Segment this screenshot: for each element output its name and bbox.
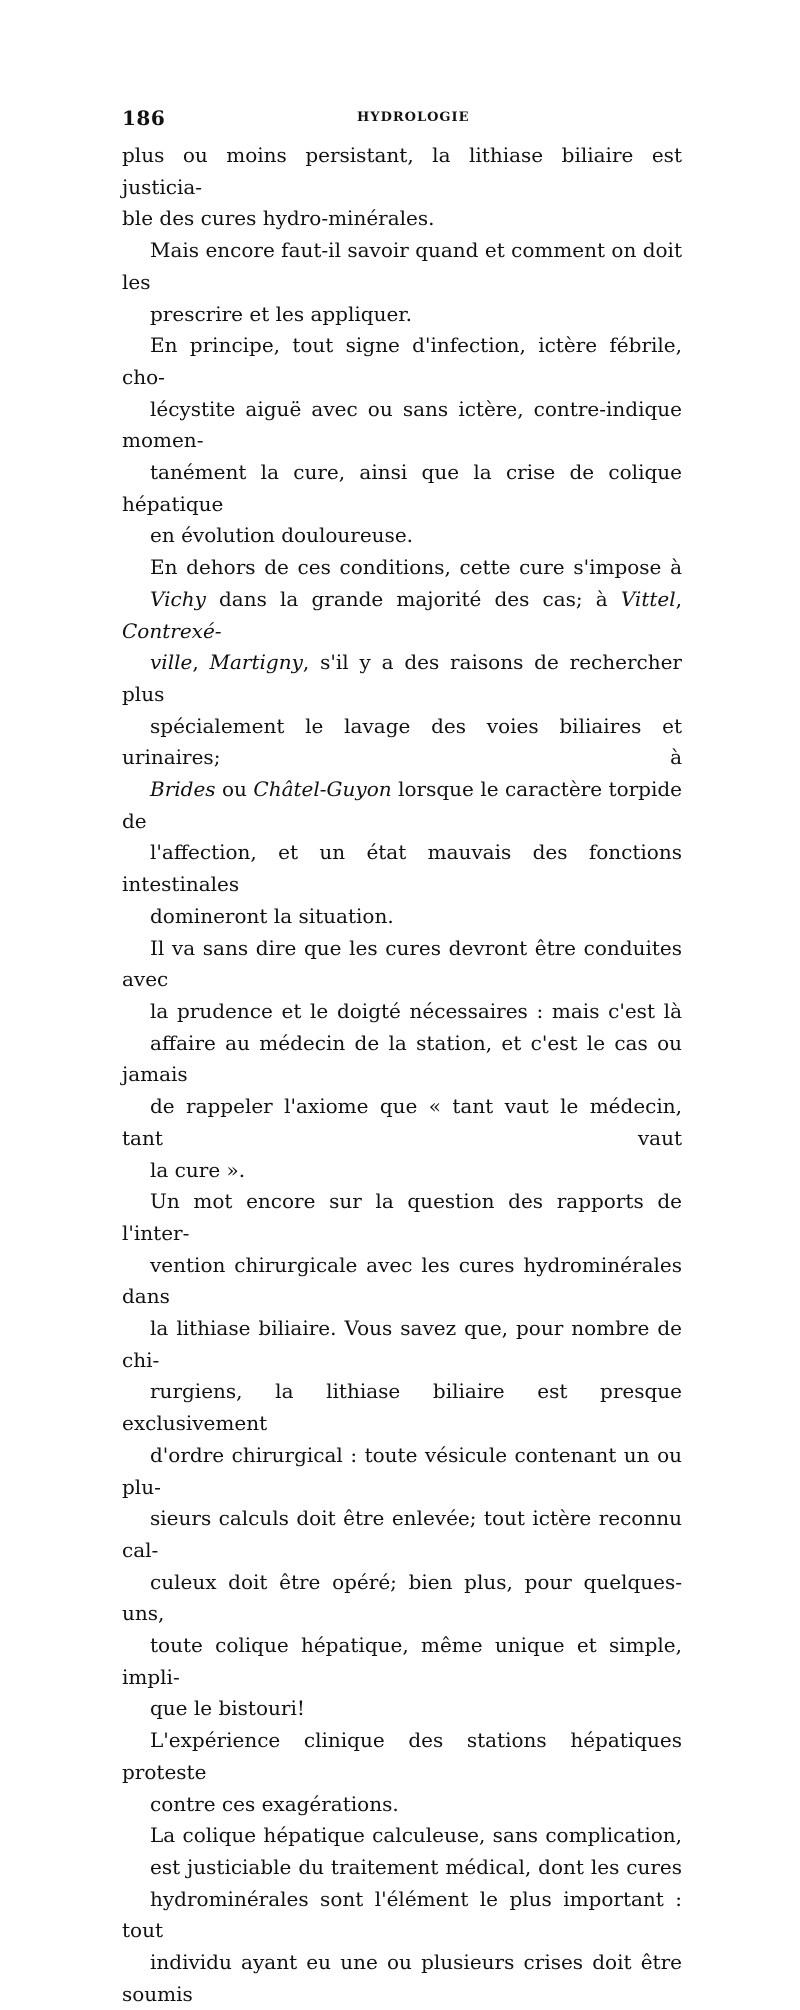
- text-line: Brides ou Châtel-Guyon lorsque le caractère torpide de: [122, 777, 683, 833]
- text-line: prescrire et les appliquer.: [150, 301, 413, 326]
- text-line: rurgiens, la lithiase biliaire est presque exclusivement: [122, 1379, 682, 1436]
- page-number: 186: [122, 106, 166, 130]
- text-line: L'expérience clinique des stations hépatiques proteste: [122, 1728, 682, 1784]
- body-text: [122, 140, 682, 2010]
- paragraph: [122, 140, 682, 235]
- text-line: la lithiase biliaire. Vous savez que, pour nombre de chi-: [122, 1316, 682, 1372]
- text-line: domineront la situation.: [150, 903, 394, 928]
- paragraph: [122, 1186, 682, 1725]
- running-title: HYDROLOGIE: [357, 110, 470, 125]
- text-line: sieurs calculs doit être enlevée; tout ictère reconnu cal-: [122, 1506, 682, 1562]
- text-line: en évolution douloureuse.: [150, 523, 414, 548]
- text-line: lécystite aiguë avec ou sans ictère, contre-indique momen-: [122, 396, 682, 453]
- text-line: vention chirurgicale avec les cures hydrominérales dans: [122, 1252, 682, 1309]
- text-line: toute colique hépatique, même unique et simple, impli-: [122, 1633, 682, 1689]
- paragraph: [122, 552, 682, 932]
- text-line: tanément la cure, ainsi que la crise de colique hépatique: [122, 460, 682, 516]
- paragraph: [122, 1820, 682, 2010]
- text-line: l'affection, et un état mauvais des fonctions intestinales: [122, 840, 682, 897]
- text-line: plus ou moins persistant, la lithiase biliaire est justicia-: [122, 143, 682, 199]
- text-line: affaire au médecin de la station, et c'est le cas ou jamais: [122, 1030, 682, 1087]
- text-line: de rappeler l'axiome que « tant vaut le médecin, tant vaut: [122, 1094, 682, 1150]
- text-line: Un mot encore sur la question des rapports de l'inter-: [122, 1189, 682, 1245]
- text-line: La colique hépatique calculeuse, sans complication,: [150, 1823, 682, 1848]
- text-line: culeux doit être opéré; bien plus, pour quelques-uns,: [122, 1569, 682, 1626]
- text-line: Mais encore faut-il savoir quand et comment on doit les: [122, 238, 682, 294]
- paragraph: [122, 933, 682, 1187]
- text-line: En principe, tout signe d'infection, ictère fébrile, cho-: [122, 333, 682, 389]
- text-line: ble des cures hydro-minérales.: [122, 206, 435, 231]
- text-line: d'ordre chirurgical : toute vésicule contenant un ou plu-: [122, 1442, 682, 1499]
- text-line: Vichy dans la grande majorité des cas; à Vittel, Contrexé-: [122, 586, 682, 643]
- book-page: [122, 106, 682, 2010]
- text-line: individu ayant eu une ou plusieurs crises doit être soumis: [122, 1950, 682, 2006]
- text-line: hydrominérales sont l'élément le plus important : tout: [122, 1886, 682, 1943]
- text-line: que le bistouri!: [150, 1696, 305, 1721]
- running-head: [122, 106, 682, 140]
- text-line: En dehors de ces conditions, cette cure s'impose à: [150, 555, 682, 580]
- text-line: la prudence et le doigté nécessaires : mais c'est là: [150, 998, 682, 1023]
- paragraph: [122, 330, 682, 552]
- text-line: ville, Martigny, s'il y a des raisons de rechercher plus: [122, 650, 682, 706]
- text-line: est justiciable du traitement médical, dont les cures: [150, 1854, 682, 1879]
- text-line: Il va sans dire que les cures devront être conduites avec: [122, 935, 682, 992]
- text-line: spécialement le lavage des voies biliaires et urinaires; à: [122, 713, 682, 770]
- paragraph: [122, 235, 682, 330]
- text-line: contre ces exagérations.: [150, 1791, 399, 1816]
- paragraph: [122, 1725, 682, 1820]
- text-line: la cure ».: [150, 1157, 246, 1182]
